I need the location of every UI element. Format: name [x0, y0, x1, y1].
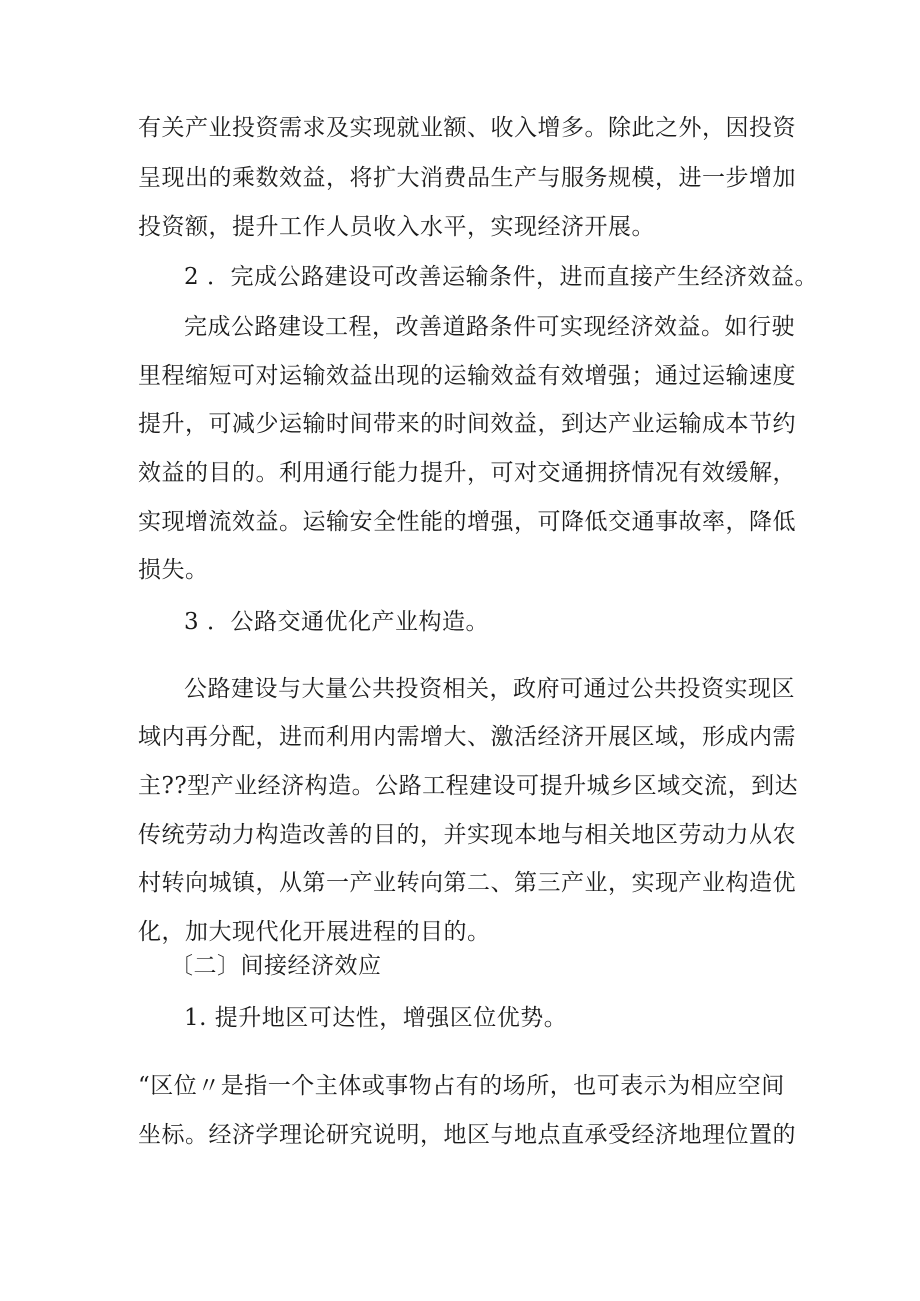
body-text-line: “区位〃是指一个主体或事物占有的场所，也可表示为相应空间	[138, 1073, 785, 1099]
body-text-line: 实现增流效益。运输安全性能的增强，可降低交通事故率，降低	[138, 509, 796, 535]
body-text-line: 提升，可减少运输时间带来的时间效益，到达产业运输成本节约	[138, 411, 796, 437]
body-text-line: 公路建设与大量公共投资相关，政府可通过公共投资实现区	[184, 676, 795, 702]
body-text-line: 投资额，提升工作人员收入水平，实现经济开展。	[138, 214, 655, 240]
body-text-line: 传统劳动力构造改善的目的，并实现本地与相关地区劳动力从农	[138, 822, 796, 848]
body-text-line: 域内再分配，进而利用内需增大、激活经济开展区域，形成内需	[138, 724, 796, 750]
body-text-line: 里程缩短可对运输效益出现的运输效益有效增强；通过运输速度	[138, 363, 796, 389]
section-heading: 2 ．完成公路建设可改善运输条件，进而直接产生经济效益。	[184, 264, 818, 290]
section-heading: 〔二〕间接经济效应	[170, 953, 382, 979]
body-text-line: 化，加大现代化开展进程的目的。	[138, 919, 491, 945]
body-text-line: 坐标。经济学理论研究说明，地区与地点直承受经济地理位置的	[138, 1122, 796, 1148]
section-heading: 1. 提升地区可达性，增强区位优势。	[184, 1005, 568, 1031]
body-text-line: 效益的目的。利用通行能力提升，可对交通拥挤情况有效缓解，	[138, 460, 796, 486]
body-text-line: 呈现出的乘数效益，将扩大消费品生产与服务规模，进一步增加	[138, 165, 796, 191]
body-text-line: 完成公路建设工程，改善道路条件可实现经济效益。如行驶	[184, 314, 795, 340]
body-text-line: 损失。	[138, 557, 209, 583]
body-text-line: 村转向城镇，从第一产业转向第二、第三产业，实现产业构造优	[138, 870, 796, 896]
body-text-line: 主??型产业经济构造。公路工程建设可提升城乡区域交流，到达	[138, 773, 799, 799]
section-heading: 3 ．公路交通优化产业构造。	[184, 609, 489, 635]
body-text-line: 有关产业投资需求及实现就业额、收入增多。除此之外，因投资	[138, 115, 796, 141]
